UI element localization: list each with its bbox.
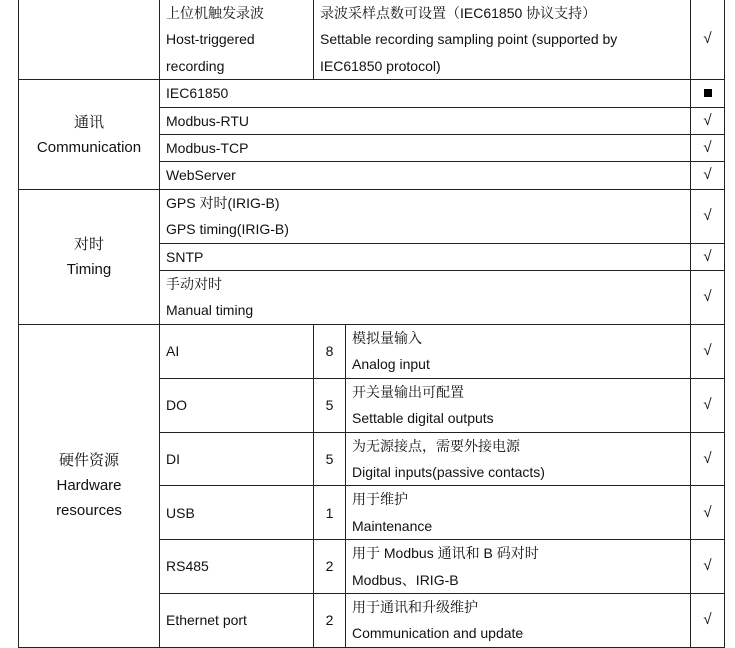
timing-item-check: √ xyxy=(691,189,725,243)
row-timing-gps xyxy=(19,189,725,243)
hw-item-desc: 用于 Modbus 通讯和 B 码对时 Modbus、IRIG-B xyxy=(346,540,691,594)
comm-item-check: √ xyxy=(691,162,725,189)
timing-item-check: √ xyxy=(691,271,725,325)
hw-item-desc: 模拟量输入 Analog input xyxy=(346,324,691,378)
comm-item-name: WebServer xyxy=(160,162,691,189)
spec-table xyxy=(18,0,725,648)
hw-item-name: RS485 xyxy=(160,540,314,594)
recording-name: 上位机触发录波 Host-triggered recording xyxy=(160,0,314,80)
hw-item-qty: 5 xyxy=(314,378,346,432)
hw-item-qty: 1 xyxy=(314,486,346,540)
comm-item-check: √ xyxy=(691,135,725,162)
row-hw-ai xyxy=(19,324,725,378)
hw-item-check: √ xyxy=(691,593,725,647)
hw-item-desc: 用于维护 Maintenance xyxy=(346,486,691,540)
timing-item-name: SNTP xyxy=(160,243,691,270)
row-comm-iec61850 xyxy=(19,80,725,107)
hw-item-check: √ xyxy=(691,486,725,540)
timing-category: 对时 Timing xyxy=(19,189,160,324)
hw-item-name: AI xyxy=(160,324,314,378)
hw-item-name: Ethernet port xyxy=(160,593,314,647)
timing-item-check: √ xyxy=(691,243,725,270)
hw-item-desc: 用于通讯和升级维护 Communication and update xyxy=(346,593,691,647)
timing-item-name: GPS 对时(IRIG-B) GPS timing(IRIG-B) xyxy=(160,189,691,243)
comm-item-name: Modbus-RTU xyxy=(160,107,691,134)
hw-item-name: USB xyxy=(160,486,314,540)
hw-item-check: √ xyxy=(691,432,725,486)
hw-item-qty: 5 xyxy=(314,432,346,486)
hw-item-qty: 8 xyxy=(314,324,346,378)
filled-square-icon xyxy=(704,89,712,97)
recording-category-cell xyxy=(19,0,160,80)
communication-category: 通讯 Communication xyxy=(19,80,160,190)
hw-item-name: DI xyxy=(160,432,314,486)
hw-item-qty: 2 xyxy=(314,540,346,594)
hw-item-check: √ xyxy=(691,378,725,432)
recording-check: √ xyxy=(691,0,725,80)
row-recording xyxy=(19,0,725,80)
hw-item-check: √ xyxy=(691,324,725,378)
hw-item-desc: 为无源接点，需要外接电源 Digital inputs(passive contacts) xyxy=(346,432,691,486)
hw-item-qty: 2 xyxy=(314,593,346,647)
recording-desc: 录波采样点数可设置（IEC61850 协议支持） Settable recording sampling point (supported by IEC61850 protocol) xyxy=(314,0,691,80)
comm-item-check xyxy=(691,80,725,107)
timing-item-name: 手动对时 Manual timing xyxy=(160,271,691,325)
hw-item-desc: 开关量输出可配置 Settable digital outputs xyxy=(346,378,691,432)
comm-item-name: IEC61850 xyxy=(160,80,691,107)
comm-item-name: Modbus-TCP xyxy=(160,135,691,162)
hardware-category: 硬件资源 Hardware resources xyxy=(19,324,160,647)
comm-item-check: √ xyxy=(691,107,725,134)
hw-item-check: √ xyxy=(691,540,725,594)
hw-item-name: DO xyxy=(160,378,314,432)
